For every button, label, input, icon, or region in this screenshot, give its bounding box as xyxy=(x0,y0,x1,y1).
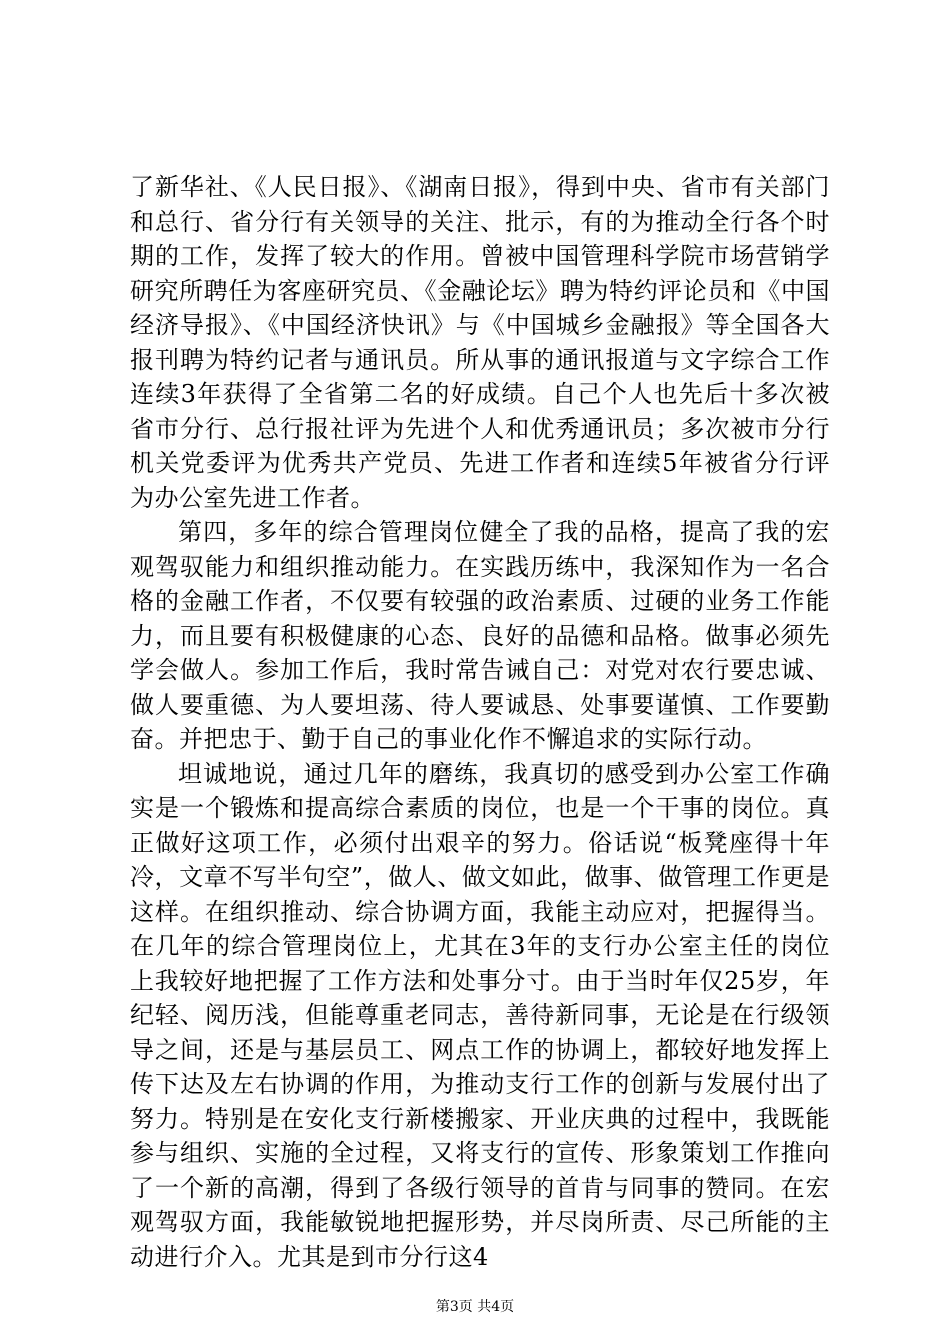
paragraph-3: 坦诚地说，通过几年的磨练，我真切的感受到办公室工作确实是一个锻炼和提高综合素质的岗位，也是一个干事的岗位。真正做好这项工作，必须付出艰辛的努力。俗话说“板凳座得十年冷，文章不写半句空”，做人、做文如此，做事、做管理工作更是这样。在组织推动、综合协调方面，我能主动应对，把握得当。在几年的综合管理岗位上，尤其在3年的支行办公室主任的岗位上我较好地把握了工作方法和处事分寸。由于当时年仅25岁，年纪轻、阅历浅，但能尊重老同志，善待新同事，无论是在行级领导之间，还是与基层员工、网点工作的协调上，都较好地发挥上传下达及左右协调的作用，为推动支行工作的创新与发展付出了努力。特别是在安化支行新楼搬家、开业庆典的过程中，我既能参与组织、实施的全过程，又将支行的宣传、形象策划工作推向了一个新的高潮，得到了各级行领导的首肯与同事的赞同。在宏观驾驭方面，我能敏锐地把握形势，并尽岗所责、尽己所能的主动进行介入。尤其是到市分行这4 xyxy=(130,759,830,1271)
document-body xyxy=(130,170,830,1274)
paragraph-2: 第四，多年的综合管理岗位健全了我的品格，提高了我的宏观驾驭能力和组织推动能力。在实践历练中，我深知作为一名合格的金融工作者，不仅要有较强的政治素质、过硬的业务工作能力，而且要有积极健康的心态、良好的品德和品格。做事必须先学会做人。参加工作后，我时常告诫自己：对党对农行要忠诚、做人要重德、为人要坦荡、待人要诚恳、处事要谨慎、工作要勤奋。并把忠于、勤于自己的事业化作不懈追求的实际行动。 xyxy=(130,518,830,753)
paragraph-1: 了新华社、《人民日报》、《湖南日报》，得到中央、省市有关部门和总行、省分行有关领导的关注、批示，有的为推动全行各个时期的工作，发挥了较大的作用。曾被中国管理科学院市场营销学研究所聘任为客座研究员、《金融论坛》聘为特约评论员和《中国经济导报》、《中国经济快讯》与《中国城乡金融报》等全国各大报刊聘为特约记者与通讯员。所从事的通讯报道与文字综合工作连续3年获得了全省第二名的好成绩。自己个人也先后十多次被省市分行、总行报社评为先进个人和优秀通讯员；多次被市分行机关党委评为优秀共产党员、先进工作者和连续5年被省分行评为办公室先进工作者。 xyxy=(130,173,830,512)
page-number-footer: 第3页 共4页 xyxy=(435,1299,515,1315)
